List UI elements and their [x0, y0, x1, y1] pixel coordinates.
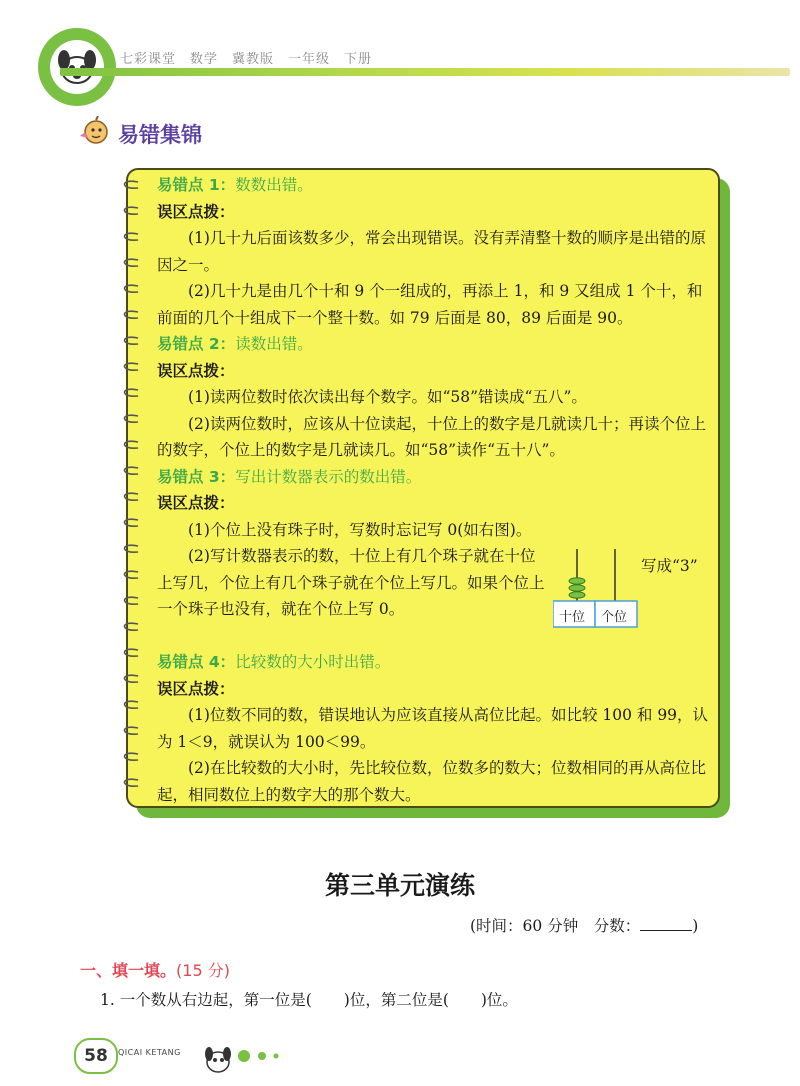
page-number: 58 [74, 1038, 118, 1074]
error-point-4 [157, 649, 717, 676]
abacus-row [157, 543, 717, 649]
error-label: 易错点 2： [157, 335, 236, 353]
header-bar [60, 68, 790, 76]
tip-line: (2)在比较数的大小时，先比较位数，位数多的数大；位数相同的再从高位比起，相同数位上的数字大的那个数大。 [157, 759, 706, 804]
page-footer [0, 1030, 800, 1086]
footer-brand: QICAI KETANG [118, 1048, 181, 1057]
abacus-bead [569, 592, 585, 598]
tip-line: (1)读两位数时依次读出每个数字。如“58”错读成“五八”。 [188, 388, 587, 406]
question-heading [80, 958, 230, 981]
error-label: 易错点 1： [157, 176, 236, 194]
question-1 [100, 988, 518, 1010]
abacus-bead [569, 585, 585, 591]
error-point-3 [157, 464, 717, 491]
tens-beads [569, 578, 585, 598]
section-title-text: 易错集锦 [118, 123, 202, 147]
tip-heading: 误区点拨： [157, 202, 235, 221]
tip-line: (2)写计数器表示的数，十位上有几个珠子就在十位上写几，个位上有几个珠子就在个位上写几。如果个位上一个珠子也没有，就在个位上写 0。 [157, 547, 545, 618]
tip-line: (1)位数不同的数，错误地认为应该直接从高位比起。如比较 100 和 99，认为 1＜9，就误认为 100＜99。 [157, 706, 709, 751]
q1-part: )位。 [480, 991, 518, 1009]
tip-line: (2)几十九是由几个十和 9 个一组成的，再添上 1，和 9 又组成 1 个十，和前面的几个十组成下一个整十数。如 79 后面是 80，89 后面是 90。 [157, 282, 703, 327]
time-score-line [470, 914, 698, 936]
spiral-binding-icon [116, 174, 144, 814]
page-header [0, 0, 800, 110]
tens-label: 十位 [559, 610, 586, 625]
mascot-icon [50, 40, 104, 94]
error-point-1 [157, 172, 717, 199]
error-desc: 数数出错。 [235, 176, 313, 194]
mascot-head-icon [76, 116, 112, 152]
error-label: 易错点 4： [157, 653, 236, 671]
footer-decoration [0, 1030, 800, 1086]
q1-part: 1. 一个数从右边起，第一位是( [100, 991, 312, 1009]
tip-line: (1)几十九后面该数多少，常会出现错误。没有弄清整十数的顺序是出错的原因之一。 [157, 229, 706, 274]
notebook-content [157, 172, 717, 808]
error-desc: 比较数的大小时出错。 [235, 653, 391, 671]
score-blank[interactable] [640, 915, 692, 931]
error-desc: 读数出错。 [235, 335, 313, 353]
ones-label: 个位 [601, 610, 628, 625]
tip-heading: 误区点拨： [157, 679, 235, 698]
book-title: 七彩课堂 数学 冀教版 一年级 下册 [120, 52, 373, 67]
section-title [76, 116, 202, 152]
tip-heading: 误区点拨： [157, 494, 235, 512]
abacus-bead [569, 578, 585, 584]
error-desc: 写出计数器表示的数出错。 [235, 467, 422, 486]
time-text: (时间：60 分钟 分数： [470, 917, 641, 935]
error-label: 易错点 3： [157, 467, 236, 486]
tip-heading: 误区点拨： [157, 361, 235, 380]
error-point-2 [157, 331, 717, 358]
unit-title: 第三单元演练 [324, 871, 475, 900]
tip-line: (2)读两位数时，应该从十位读起，十位上的数字是几就读几十；再读个位上的数字，个位上的数字是几就读几。如“58”读作“五十八”。 [157, 414, 706, 459]
tip-line: (1)个位上没有珠子时，写数时忘记写 0(如右图)。 [188, 520, 532, 539]
question-score: (15 分) [176, 961, 230, 980]
abacus-caption: 写成“3” [641, 557, 698, 575]
q1-part: )位，第二位是( [343, 991, 449, 1009]
time-end: ) [692, 917, 699, 935]
question-heading-text: 一、填一填。 [80, 961, 177, 980]
